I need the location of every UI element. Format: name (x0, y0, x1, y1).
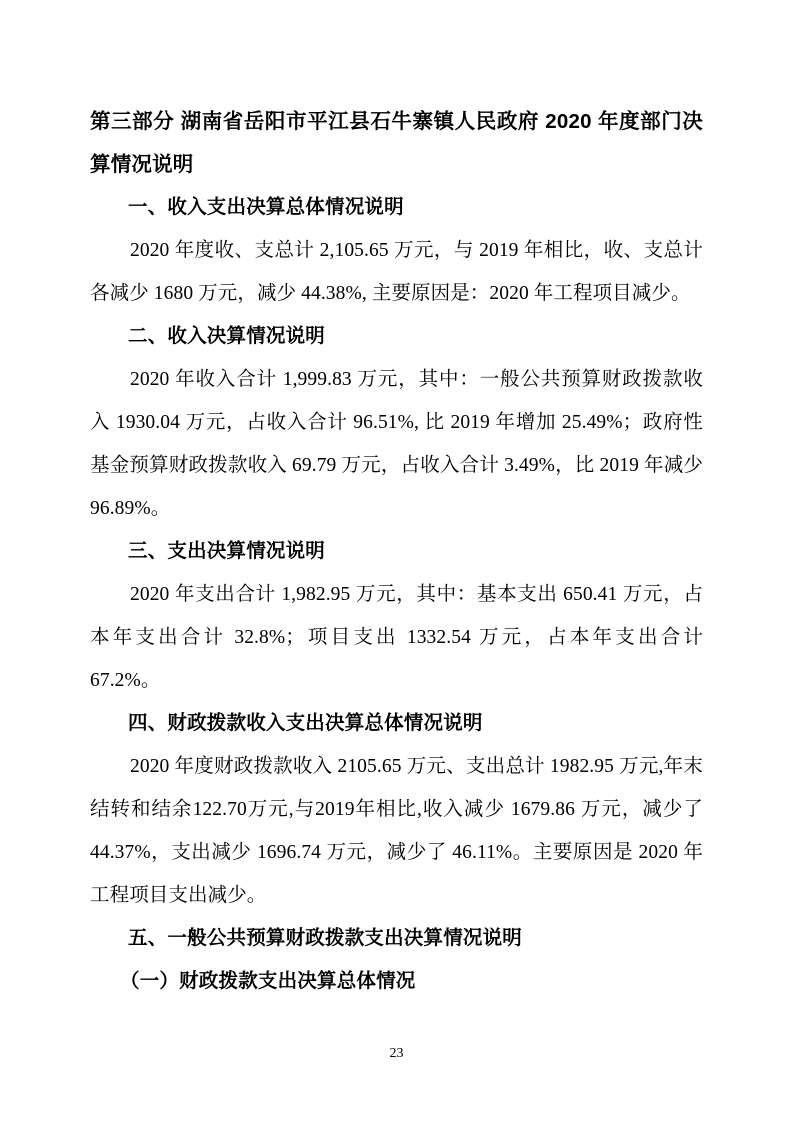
section-heading-4: 四、财政拨款收入支出决算总体情况说明 (128, 712, 483, 734)
section-heading-1: 一、收入支出决算总体情况说明 (128, 196, 404, 218)
section-heading-5: 五、一般公共预算财政拨款支出决算情况说明 (128, 927, 523, 949)
paragraph-3: 2020 年支出合计 1,982.95 万元，其中：基本支出 650.41 万元，占本年支出合计 32.8%；项目支出 1332.54 万元，占本年支出合计 67.2%。 (90, 584, 703, 691)
subsection-heading-5-1: （一）财政拨款支出决算总体情况 (120, 970, 416, 992)
page-title: 第三部分 湖南省岳阳市平江县石牛寨镇人民政府 2020 年度部门决算情况说明 (90, 110, 703, 176)
page-number: 23 (389, 1046, 404, 1061)
section-heading-3: 三、支出决算情况说明 (128, 540, 326, 562)
paragraph-1: 2020 年度收、支总计 2,105.65 万元，与 2019 年相比，收、支总计各减少 1680 万元，减少 44.38%, 主要原因是：2020 年工程项目减少。 (90, 240, 703, 304)
paragraph-2: 2020 年收入合计 1,999.83 万元，其中：一般公共预算财政拨款收入 1930.04 万元，占收入合计 96.51%, 比 2019 年增加 25.49%；政府性基金预算财政拨款收入 69.79 万元，占收入合计 3.49%，比 2019 年减少 96.89%。 (90, 369, 703, 519)
section-heading-2: 二、收入决算情况说明 (128, 325, 326, 347)
paragraph-4: 2020 年度财政拨款收入 2105.65 万元、支出总计 1982.95 万元,年末结转和结余122.70万元,与2019年相比,收入减少 1679.86 万元，减少了 44.37%，支出减少 1696.74 万元，减少了 46.11%。主要原因是 2020 年工程项目支出减少。 (90, 756, 703, 906)
